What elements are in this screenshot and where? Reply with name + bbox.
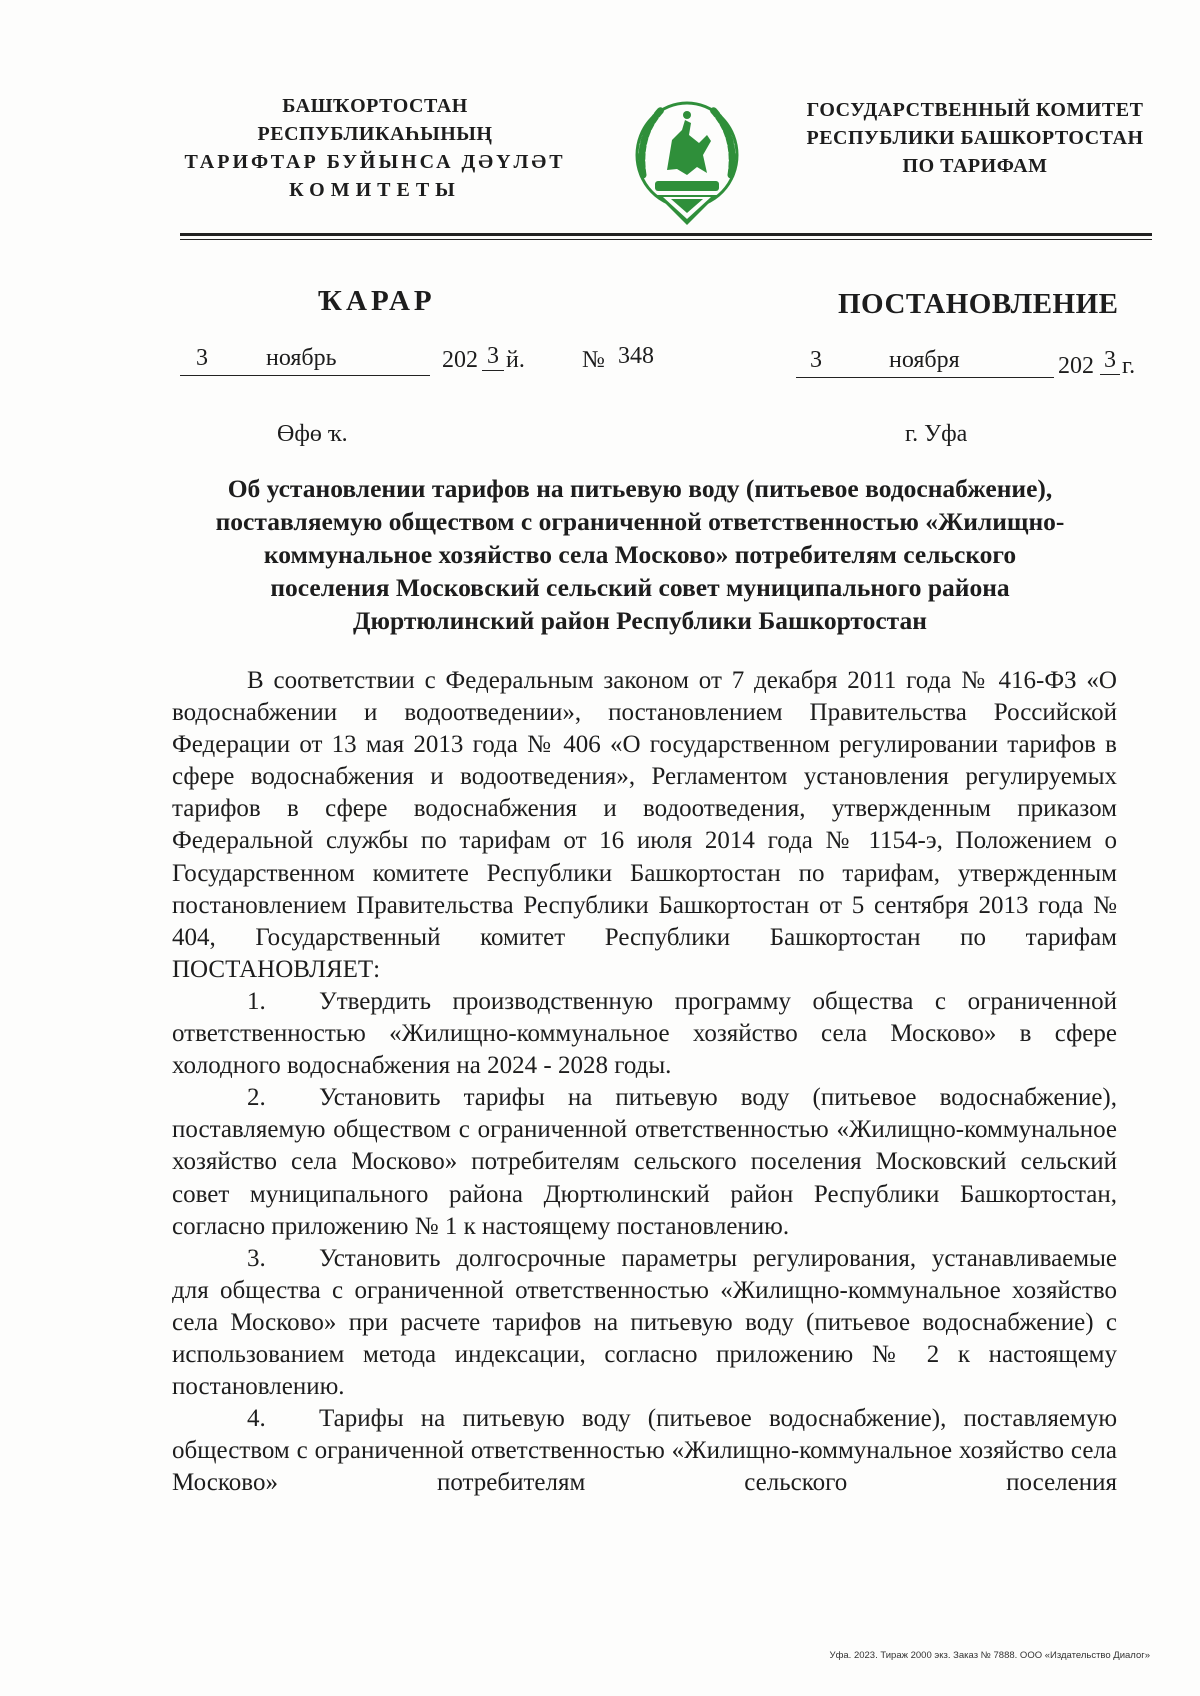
item-1-number: 1. [247,987,266,1015]
date-left-day: 3 [196,345,208,371]
item-4-text: Тарифы на питьевую воду (питьевое водоснабжение), поставляемую обществом с ограниченной ответственностью «Жилищно-коммунальное хозяйство села Московo» потребителям сельского поселения [172,1405,1117,1497]
header-right-line-3: ПО ТАРИФАМ [902,155,1048,177]
doc-type-bashkir: ҠАРАР [318,285,436,317]
header-left-line-3: КОМИТЕТЫ [289,179,461,201]
date-left-year-digit: 3 [482,343,504,371]
coat-of-arms-icon [627,95,747,230]
city-russian: г. Уфа [905,421,968,447]
item-3-number: 3. [247,1244,266,1272]
title-line-2: поставляемую обществом с ограниченной ответственностью «Жилищно- [215,507,1065,536]
header-left-block [165,92,585,204]
header-right-block [790,96,1160,180]
document-title [150,472,1130,637]
date-left-year-suffix: й. [506,347,525,373]
item-2-number: 2. [247,1084,266,1112]
item-3-text: Установить долгосрочные параметры регулирования, устанавливаемые для общества с ограниченной ответственностью «Жилищно-коммунальное хозяйство села Московo» при расчете тарифов на питьевую воду (питьевое водоснабжение) с использованием метода индексации, согласно приложению № 2 к настоящему постановлению. [172,1244,1117,1401]
item-1 [172,986,1117,1082]
header-left-line-2: ТАРИФТАР БУЙЫНСА ДӘҮЛӘТ [184,151,566,173]
item-2-text: Установить тарифы на питьевую воду (питьевое водоснабжение), поставляемую обществом с ограниченной ответственностью «Жилищно-коммунальное хозяйство села Московo» потребителям сельского поселения Московский сельский совет муниципального района Дюртюлинский район Республики Башкортостан, согласно приложению № 1 к настоящему постановлению. [172,1084,1117,1240]
header-divider-thin [180,239,1152,240]
date-left [180,343,654,377]
document-number-label: № [582,347,605,373]
date-right-month: ноября [889,347,960,373]
date-left-year-prefix: 202 [442,347,478,373]
item-4-number: 4. [247,1405,266,1433]
preamble-paragraph: В соответствии с Федеральным законом от 7 декабря 2011 года № 416-ФЗ «О водоснабжении и водоотведении», постановлением Правительства Российской Федерации от 13 мая 2013 года № 406 «О государственном регулировании тарифов в сфере водоснабжения и водоотведения», Регламентом установления регулируемых тарифов в сфере водоснабжения и водоотведения, утвержденным приказом Федеральной службы по тарифам от 16 июля 2014 года № 1154-э, Положением о Государственном комитете Республики Башкортостан по тарифам, утвержденным постановлением Правительства Республики Башкортостан от 5 сентября 2013 года № 404, Государственный комитет Республики Башкортостан по тарифам ПОСТАНОВЛЯЕТ: [172,667,1117,983]
header-right-line-1: ГОСУДАРСТВЕННЫЙ КОМИТЕТ [806,99,1144,121]
date-right-year-suffix: г. [1122,353,1136,379]
date-right-year-digit: 3 [1100,347,1120,375]
item-1-text: Утвердить производственную программу общества с ограниченной ответственностью «Жилищно-коммунальное хозяйство села Московo» в сфере холодного водоснабжения на 2024 - 2028 годы. [172,987,1117,1080]
document-number: 348 [618,343,654,369]
header-right-line-2: РЕСПУБЛИКИ БАШКОРТОСТАН [806,127,1144,149]
date-left-month: ноябрь [266,345,337,371]
header-left-line-1: БАШҠОРТОСТАН РЕСПУБЛИКАҺЫНЫҢ [257,95,493,145]
doc-type-russian: ПОСТАНОВЛЕНИЕ [838,288,1119,320]
title-line-4: поселения Московский сельский совет муниципального района [270,573,1010,602]
date-right-day: 3 [810,347,822,373]
city-bashkir: Өфө ҡ. [277,421,348,447]
date-right-year-prefix: 202 [1058,353,1094,379]
print-footer: Уфа. 2023. Тираж 2000 экз. Заказ № 7888. ООО «Издательство Диалог» [829,1650,1150,1661]
title-line-5: Дюртюлинский район Республики Башкортостан [353,606,927,635]
document-body [172,665,1117,1499]
date-right [796,347,1164,379]
item-4 [172,1403,1117,1499]
title-line-1: Об установлении тарифов на питьевую воду (питьевое водоснабжение), [227,474,1053,503]
item-2 [172,1082,1117,1242]
title-line-3: коммунальное хозяйство села Московo» потребителям сельского [263,540,1017,569]
item-3 [172,1243,1117,1403]
header-divider-thick [180,233,1152,236]
